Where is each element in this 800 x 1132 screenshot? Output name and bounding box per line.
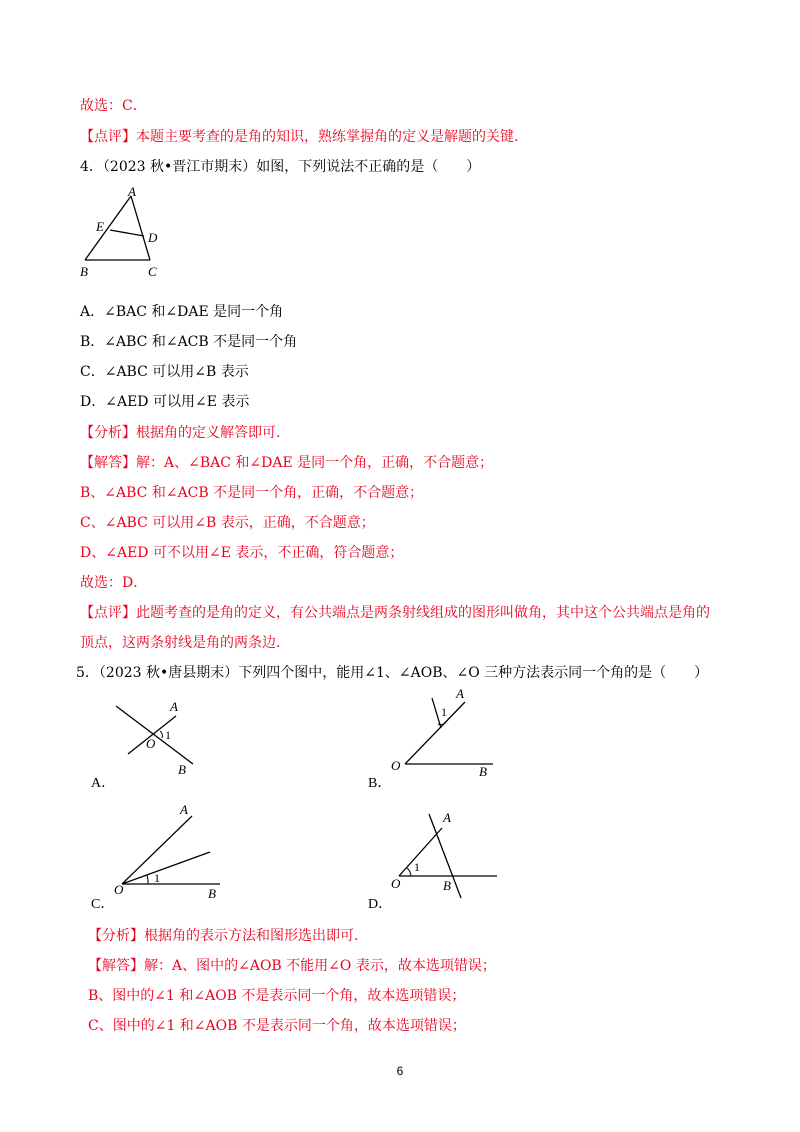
q4-answer: 故选：D． [80, 575, 148, 591]
q5-figure-a [108, 692, 208, 777]
q5a-label-O: O [146, 736, 156, 751]
q5a-label-A: A [170, 699, 178, 714]
q5c-label-A: A [180, 802, 188, 817]
page-number: 6 [396, 1064, 404, 1078]
q4-option-a: A．∠BAC 和∠DAE 是同一个角 [80, 304, 284, 320]
q5-solution-1: 【解答】解：A、图中的∠AOB 不能用∠O 表示，故本选项错误； [88, 958, 496, 974]
q4-label-C: C [148, 264, 157, 279]
q4-comment-2: 顶点，这两条射线是角的两条边. [80, 635, 281, 651]
q4-triangle-figure [78, 184, 178, 283]
q5b-label-1: 1 [441, 705, 447, 719]
q4-comment-1: 【点评】此题考查的是角的定义，有公共端点是两条射线组成的图形叫做角，其中这个公共端点是角的 [80, 605, 710, 621]
q4-label-B: B [80, 264, 88, 279]
q5-figure-c [112, 800, 242, 900]
q5d-label-1: 1 [414, 860, 420, 874]
q5-analysis: 【分析】根据角的表示方法和图形选出即可. [88, 928, 359, 944]
q4-solution-4: D、∠AED 可不以用∠E 表示，不正确，符合题意； [80, 545, 404, 561]
q5b-label-B: B [479, 764, 487, 779]
prev-comment: 【点评】本题主要考查的是角的知识，熟练掌握角的定义是解题的关键. [80, 129, 519, 145]
q5-solution-2: B、图中的∠1 和∠AOB 不是表示同一个角，故本选项错误； [88, 988, 466, 1004]
q4-option-b: B．∠ABC 和∠ACB 不是同一个角 [80, 334, 298, 350]
q5c-label-O: O [114, 882, 124, 897]
prev-answer: 故选：C． [80, 98, 147, 114]
q5-caption-c: C． [91, 897, 115, 912]
q5d-label-A: A [443, 810, 451, 825]
q5c-label-1: 1 [154, 871, 160, 885]
q5b-label-A: A [456, 686, 464, 701]
q5-caption-d: D． [368, 897, 393, 912]
q5b-label-O: O [391, 758, 401, 773]
q4-option-c: C．∠ABC 可以用∠B 表示 [80, 364, 249, 380]
q5-stem: 5．（2023 秋•唐县期末）下列四个图中，能用∠1、∠AOB、∠O 三种方法表示同一个角的是（ ） [76, 665, 709, 681]
q4-analysis: 【分析】根据角的定义解答即可. [80, 425, 281, 441]
q5-figure-b [385, 686, 505, 779]
q5-figure-d [385, 808, 505, 903]
q5-solution-3: C、图中的∠1 和∠AOB 不是表示同一个角，故本选项错误； [88, 1018, 466, 1034]
q5-caption-b: B． [368, 776, 392, 791]
q4-solution-2: B、∠ABC 和∠ACB 不是同一个角，正确，不合题意； [80, 485, 424, 501]
q5a-label-1: 1 [165, 728, 171, 742]
q4-solution-3: C、∠ABC 可以用∠B 表示，正确，不合题意； [80, 515, 375, 531]
q4-label-D: D [148, 230, 158, 245]
q4-option-d: D．∠AED 可以用∠E 表示 [80, 394, 250, 410]
q4-label-E: E [96, 219, 104, 234]
q5c-label-B: B [208, 886, 216, 901]
q5d-label-B: B [443, 878, 451, 893]
q5-caption-a: A． [91, 776, 116, 791]
q4-solution-1: 【解答】解：A、∠BAC 和∠DAE 是同一个角，正确，不合题意； [80, 455, 494, 471]
q4-label-A: A [128, 184, 136, 199]
q5a-label-B: B [178, 762, 186, 777]
q4-stem: 4．（2023 秋•晋江市期末）如图，下列说法不正确的是（ ） [80, 159, 481, 175]
q5d-label-O: O [391, 876, 401, 891]
